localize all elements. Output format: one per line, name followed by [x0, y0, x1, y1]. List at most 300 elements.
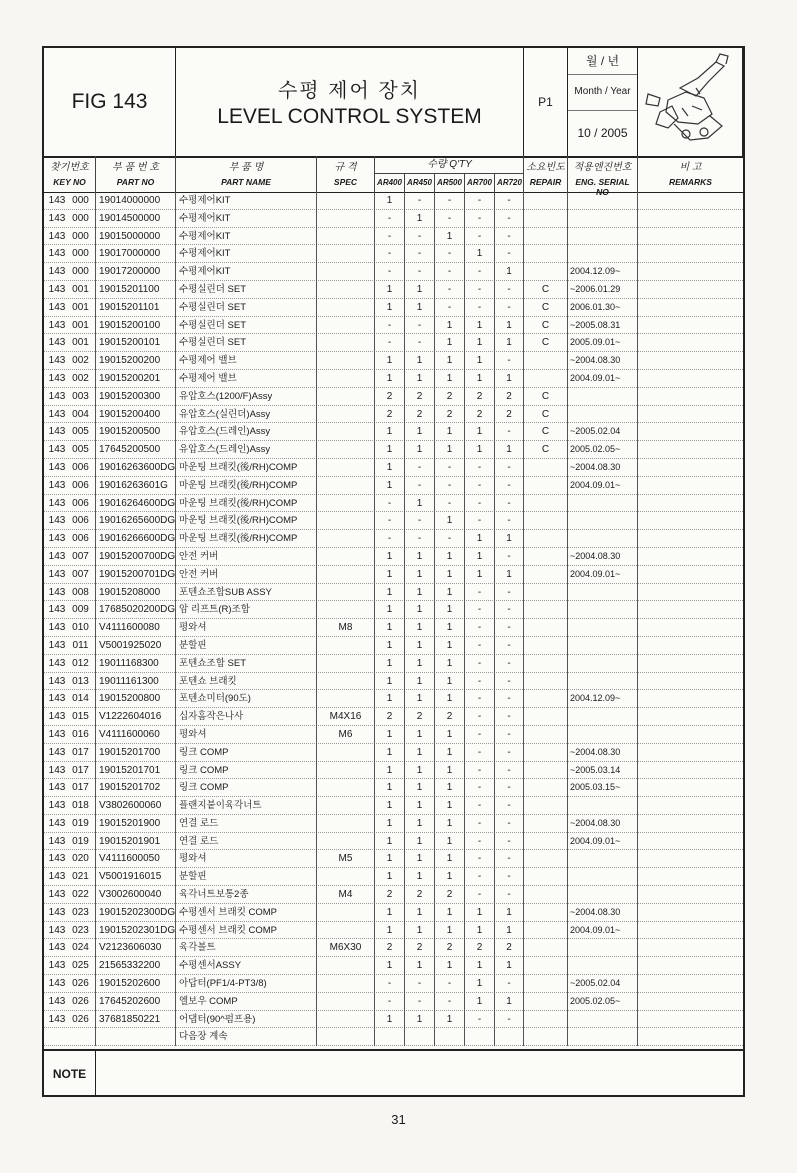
- cell-q0: 1: [375, 744, 405, 762]
- col-serial-ko: 적용엔진번호: [573, 162, 632, 173]
- cell-rem: [638, 299, 743, 317]
- cell-part: 19011168300: [96, 655, 176, 673]
- cell-q2: 1: [435, 637, 465, 655]
- col-qty-ko: 수량 Q'TY: [375, 156, 524, 174]
- cell-q4: -: [495, 299, 524, 317]
- cell-q0: 1: [375, 673, 405, 691]
- cell-rem: [638, 406, 743, 424]
- cell-name: 마운팅 브래킷(後/RH)COMP: [176, 512, 317, 530]
- cell-q1: 2: [405, 388, 435, 406]
- cell-q1: 1: [405, 673, 435, 691]
- cell-spec: [317, 370, 375, 388]
- cell-rem: [638, 281, 743, 299]
- cell-q4: -: [495, 281, 524, 299]
- cell-q1: 1: [405, 868, 435, 886]
- cell-rem: [638, 708, 743, 726]
- cell-q0: -: [375, 245, 405, 263]
- cell-rem: [638, 192, 743, 210]
- cell-rem: [638, 922, 743, 940]
- cell-q4: 1: [495, 993, 524, 1011]
- cell-q3: 1: [465, 245, 495, 263]
- cell-part: V1222604016: [96, 708, 176, 726]
- cell-spec: [317, 584, 375, 602]
- cell-serial: ~2005.02.04: [568, 975, 638, 993]
- cell-serial: ~2004.08.30: [568, 352, 638, 370]
- cell-part: 19015000000: [96, 228, 176, 246]
- cell-spec: [317, 334, 375, 352]
- cell-q0: 1: [375, 299, 405, 317]
- cell-spec: [317, 352, 375, 370]
- cell-name: 수평제어KIT: [176, 245, 317, 263]
- cell-part: 21565332200: [96, 957, 176, 975]
- cell-rep: [524, 957, 568, 975]
- cell-k2: 006: [66, 512, 96, 530]
- cell-q0: 1: [375, 762, 405, 780]
- cell-name: 육각볼트: [176, 939, 317, 957]
- cell-name: 포텐쇼조합SUB ASSY: [176, 584, 317, 602]
- cell-serial: [568, 655, 638, 673]
- cell-q0: 1: [375, 815, 405, 833]
- cell-name: 분할핀: [176, 637, 317, 655]
- cell-q0: -: [375, 993, 405, 1011]
- cell-spec: [317, 566, 375, 584]
- cell-q4: -: [495, 637, 524, 655]
- table-row: [44, 423, 743, 441]
- cell-q2: 1: [435, 228, 465, 246]
- cell-rep: [524, 655, 568, 673]
- cell-q1: 1: [405, 957, 435, 975]
- cell-rem: [638, 566, 743, 584]
- cell-rem: [638, 352, 743, 370]
- cell-q3: 1: [465, 904, 495, 922]
- cell-q0: 2: [375, 406, 405, 424]
- cell-q2: 1: [435, 762, 465, 780]
- cell-k1: 143: [48, 889, 66, 901]
- cell-rep: [524, 637, 568, 655]
- cell-q2: -: [435, 477, 465, 495]
- cell-serial: 2004.12.09~: [568, 690, 638, 708]
- cell-spec: [317, 317, 375, 335]
- col-key-en: KEY NO: [53, 177, 86, 187]
- cell-part: 19015200101: [96, 334, 176, 352]
- cell-q3: 1: [465, 317, 495, 335]
- cell-serial: [568, 406, 638, 424]
- cell-serial: ~2005.08.31: [568, 317, 638, 335]
- cell-rep: [524, 904, 568, 922]
- cell-name: 마운팅 브래킷(後/RH)COMP: [176, 477, 317, 495]
- cell-k1: 143: [48, 568, 66, 580]
- cell-q3: 1: [465, 975, 495, 993]
- cell-rem: [638, 263, 743, 281]
- table-row: [44, 512, 743, 530]
- title-english: LEVEL CONTROL SYSTEM: [217, 105, 482, 128]
- table-row: [44, 673, 743, 691]
- cell-q2: -: [435, 495, 465, 513]
- cell-spec: [317, 1011, 375, 1029]
- cell-part: 19015200100: [96, 317, 176, 335]
- cell-rep: C: [524, 388, 568, 406]
- cell-rep: C: [524, 441, 568, 459]
- date-label-korean: 월 / 년: [568, 48, 637, 75]
- cell-q1: 2: [405, 939, 435, 957]
- table-row: [44, 637, 743, 655]
- cell-name: 수평제어KIT: [176, 228, 317, 246]
- cell-q1: 1: [405, 850, 435, 868]
- cell-name: 마운팅 브래킷(後/RH)COMP: [176, 459, 317, 477]
- cell-k2: 009: [66, 601, 96, 619]
- cell-q3: -: [465, 228, 495, 246]
- cell-rep: [524, 619, 568, 637]
- cell-part: 19015200201: [96, 370, 176, 388]
- cell-rem: [638, 726, 743, 744]
- cell-part: 19015201900: [96, 815, 176, 833]
- cell-q0: 1: [375, 850, 405, 868]
- table-row: [44, 797, 743, 815]
- cell-q0: 1: [375, 192, 405, 210]
- cell-k2: 005: [66, 441, 96, 459]
- cell-q0: -: [375, 334, 405, 352]
- cell-q3: 2: [465, 388, 495, 406]
- col-qty: [375, 156, 524, 192]
- cell-q0: 1: [375, 922, 405, 940]
- cell-q4: -: [495, 495, 524, 513]
- table-row: [44, 726, 743, 744]
- cell-q2: -: [435, 263, 465, 281]
- cell-rep: [524, 886, 568, 904]
- cell-part: 19017000000: [96, 245, 176, 263]
- cell-q0: 1: [375, 833, 405, 851]
- table-row: [44, 352, 743, 370]
- cell-rem: [638, 370, 743, 388]
- col-qty-ar400: AR400: [375, 174, 405, 192]
- cell-k1: 143: [48, 746, 66, 758]
- cell-serial: 2005.02.05~: [568, 441, 638, 459]
- cell-q0: -: [375, 495, 405, 513]
- table-row: [44, 210, 743, 228]
- cell-q0: 1: [375, 868, 405, 886]
- cell-k1: 143: [48, 230, 66, 242]
- table-row: [44, 281, 743, 299]
- cell-serial: [568, 388, 638, 406]
- cell-part: V4111600050: [96, 850, 176, 868]
- table-row: [44, 388, 743, 406]
- cell-q1: 1: [405, 690, 435, 708]
- cell-q2: -: [435, 993, 465, 1011]
- machine-illustration: [638, 48, 743, 156]
- title-block: [176, 48, 524, 156]
- cell-q0: 2: [375, 708, 405, 726]
- cell-serial: [568, 1028, 638, 1046]
- cell-serial: [568, 210, 638, 228]
- cell-q3: 1: [465, 423, 495, 441]
- cell-q1: 1: [405, 601, 435, 619]
- cell-part: 19015201701: [96, 762, 176, 780]
- cell-name: 수평센서 브래킷 COMP: [176, 922, 317, 940]
- cell-q3: -: [465, 850, 495, 868]
- cell-q1: -: [405, 459, 435, 477]
- cell-part: V4111600080: [96, 619, 176, 637]
- cell-q4: 1: [495, 441, 524, 459]
- cell-q2: 1: [435, 655, 465, 673]
- cell-q2: 1: [435, 601, 465, 619]
- cell-q2: -: [435, 975, 465, 993]
- cell-q3: -: [465, 495, 495, 513]
- cell-q1: 1: [405, 548, 435, 566]
- cell-spec: [317, 957, 375, 975]
- cell-part: 19015200300: [96, 388, 176, 406]
- cell-rep: [524, 584, 568, 602]
- cell-spec: [317, 548, 375, 566]
- cell-k1: 143: [48, 817, 66, 829]
- col-qty-ar450: AR450: [405, 174, 435, 192]
- cell-q2: 1: [435, 673, 465, 691]
- cell-rem: [638, 477, 743, 495]
- cell-q0: 1: [375, 459, 405, 477]
- cell-q4: -: [495, 868, 524, 886]
- table-row: [44, 619, 743, 637]
- cell-k1: 143: [48, 372, 66, 384]
- cell-k2: 019: [66, 833, 96, 851]
- cell-k1: 143: [48, 978, 66, 990]
- cell-q1: 1: [405, 1011, 435, 1029]
- cell-serial: 2004.09.01~: [568, 370, 638, 388]
- cell-rem: [638, 210, 743, 228]
- cell-rem: [638, 744, 743, 762]
- cell-q3: -: [465, 619, 495, 637]
- cell-q3: -: [465, 726, 495, 744]
- cell-k1: 143: [48, 622, 66, 634]
- cell-q4: -: [495, 886, 524, 904]
- cell-q3: -: [465, 708, 495, 726]
- cell-k1: 143: [48, 212, 66, 224]
- cell-k1: 143: [48, 515, 66, 527]
- cell-k2: [66, 1028, 96, 1046]
- cell-part: 19015208000: [96, 584, 176, 602]
- cell-part: 19017200000: [96, 263, 176, 281]
- cell-name: 수평실린더 SET: [176, 317, 317, 335]
- cell-q0: 1: [375, 1011, 405, 1029]
- cell-q2: 1: [435, 334, 465, 352]
- cell-rep: [524, 548, 568, 566]
- table-row: [44, 370, 743, 388]
- cell-rem: [638, 886, 743, 904]
- cell-q2: 1: [435, 815, 465, 833]
- cell-rep: [524, 530, 568, 548]
- cell-serial: 2004.09.01~: [568, 566, 638, 584]
- cell-k2: 000: [66, 192, 96, 210]
- cell-q0: 1: [375, 619, 405, 637]
- cell-part: 19016264600DG: [96, 495, 176, 513]
- col-qty-ar500: AR500: [435, 174, 465, 192]
- cell-name: 수평제어KIT: [176, 210, 317, 228]
- cell-name: 포텐쇼조합 SET: [176, 655, 317, 673]
- cell-serial: ~2006.01.29: [568, 281, 638, 299]
- cell-q2: -: [435, 192, 465, 210]
- cell-rem: [638, 530, 743, 548]
- cell-rem: [638, 655, 743, 673]
- col-name-en: PART NAME: [221, 177, 271, 187]
- cell-q2: 1: [435, 584, 465, 602]
- cell-name: 엘보우 COMP: [176, 993, 317, 1011]
- cell-q1: -: [405, 192, 435, 210]
- cell-q4: 1: [495, 317, 524, 335]
- cell-q0: 1: [375, 566, 405, 584]
- cell-k1: 143: [48, 942, 66, 954]
- cell-spec: [317, 299, 375, 317]
- cell-part: 19015200400: [96, 406, 176, 424]
- table-row: [44, 192, 743, 210]
- col-name-ko: 부 품 명: [228, 162, 264, 173]
- cell-q0: 1: [375, 370, 405, 388]
- cell-q0: -: [375, 317, 405, 335]
- cell-spec: [317, 655, 375, 673]
- sheet-header: [44, 48, 743, 158]
- cell-rep: [524, 690, 568, 708]
- cell-spec: [317, 423, 375, 441]
- table-row: [44, 245, 743, 263]
- cell-k2: 011: [66, 637, 96, 655]
- cell-q3: -: [465, 815, 495, 833]
- figure-number: FIG 143: [44, 48, 176, 156]
- cell-rem: [638, 245, 743, 263]
- cell-q0: 1: [375, 601, 405, 619]
- cell-q3: 1: [465, 993, 495, 1011]
- table-row: [44, 975, 743, 993]
- cell-q4: -: [495, 459, 524, 477]
- cell-k1: 143: [48, 479, 66, 491]
- cell-q1: 2: [405, 406, 435, 424]
- cell-rem: [638, 619, 743, 637]
- cell-q0: [375, 1028, 405, 1046]
- table-row: [44, 868, 743, 886]
- cell-rem: [638, 993, 743, 1011]
- cell-k1: 143: [48, 995, 66, 1007]
- cell-k2: 006: [66, 459, 96, 477]
- cell-spec: [317, 441, 375, 459]
- cell-k1: 143: [48, 782, 66, 794]
- cell-serial: ~2004.08.30: [568, 459, 638, 477]
- cell-q2: 2: [435, 406, 465, 424]
- cell-rem: [638, 939, 743, 957]
- cell-serial: ~2004.08.30: [568, 744, 638, 762]
- cell-serial: ~2004.08.30: [568, 548, 638, 566]
- cell-q2: 1: [435, 317, 465, 335]
- table-row: [44, 833, 743, 851]
- cell-q1: 1: [405, 904, 435, 922]
- cell-name: 분할핀: [176, 868, 317, 886]
- cell-serial: [568, 584, 638, 602]
- parts-table-body: [44, 192, 743, 1046]
- cell-name: 아답터(PF1/4-PT3/8): [176, 975, 317, 993]
- cell-spec: [317, 815, 375, 833]
- table-row: [44, 708, 743, 726]
- cell-spec: [317, 388, 375, 406]
- cell-k2: 017: [66, 779, 96, 797]
- cell-part: V3802600060: [96, 797, 176, 815]
- cell-q3: -: [465, 299, 495, 317]
- cell-name: 수평실린더 SET: [176, 299, 317, 317]
- cell-q1: -: [405, 530, 435, 548]
- cell-serial: 2005.02.05~: [568, 993, 638, 1011]
- cell-q3: 1: [465, 334, 495, 352]
- cell-rem: [638, 441, 743, 459]
- cell-q0: 1: [375, 352, 405, 370]
- cell-k1: 143: [48, 319, 66, 331]
- cell-serial: [568, 868, 638, 886]
- cell-k2: 001: [66, 334, 96, 352]
- cell-k2: 006: [66, 530, 96, 548]
- cell-rep: [524, 1028, 568, 1046]
- cell-k1: 143: [48, 800, 66, 812]
- cell-q0: -: [375, 512, 405, 530]
- cell-rem: [638, 779, 743, 797]
- cell-q1: -: [405, 317, 435, 335]
- cell-part: 19015201702: [96, 779, 176, 797]
- date-label-english: Month / Year: [568, 74, 637, 111]
- cell-q0: 1: [375, 797, 405, 815]
- cell-q1: 1: [405, 495, 435, 513]
- cell-serial: ~2004.08.30: [568, 904, 638, 922]
- cell-k2: 003: [66, 388, 96, 406]
- cell-q0: 2: [375, 388, 405, 406]
- cell-k2: 018: [66, 797, 96, 815]
- col-spec: [317, 156, 375, 192]
- cell-k2: 002: [66, 352, 96, 370]
- col-qty-ar720: AR720: [497, 178, 522, 187]
- cell-q1: 1: [405, 210, 435, 228]
- cell-part: 19015200200: [96, 352, 176, 370]
- cell-q1: 1: [405, 833, 435, 851]
- cell-q1: -: [405, 993, 435, 1011]
- cell-q4: -: [495, 352, 524, 370]
- cell-q3: -: [465, 690, 495, 708]
- cell-rep: [524, 744, 568, 762]
- cell-k2: 006: [66, 477, 96, 495]
- cell-q1: 1: [405, 619, 435, 637]
- cell-q1: 1: [405, 797, 435, 815]
- cell-q2: 1: [435, 922, 465, 940]
- cell-k2: 015: [66, 708, 96, 726]
- cell-q4: 1: [495, 370, 524, 388]
- cell-k1: 143: [48, 533, 66, 545]
- cell-q2: -: [435, 281, 465, 299]
- cell-spec: [317, 637, 375, 655]
- cell-rem: [638, 548, 743, 566]
- cell-q3: -: [465, 744, 495, 762]
- cell-q0: 1: [375, 548, 405, 566]
- cell-q2: 1: [435, 370, 465, 388]
- cell-q3: -: [465, 868, 495, 886]
- cell-k2: 017: [66, 744, 96, 762]
- table-row: [44, 228, 743, 246]
- cell-q4: -: [495, 477, 524, 495]
- cell-q2: 1: [435, 868, 465, 886]
- cell-q3: -: [465, 833, 495, 851]
- cell-q3: -: [465, 281, 495, 299]
- cell-q1: 1: [405, 744, 435, 762]
- cell-rep: C: [524, 406, 568, 424]
- cell-name: 플랜지붙이육각너트: [176, 797, 317, 815]
- cell-q4: -: [495, 690, 524, 708]
- table-row: [44, 957, 743, 975]
- cell-rep: [524, 797, 568, 815]
- cell-q0: 1: [375, 957, 405, 975]
- cell-rep: C: [524, 317, 568, 335]
- cell-rem: [638, 975, 743, 993]
- cell-k2: 001: [66, 317, 96, 335]
- cell-q4: [495, 1028, 524, 1046]
- cell-q1: 1: [405, 352, 435, 370]
